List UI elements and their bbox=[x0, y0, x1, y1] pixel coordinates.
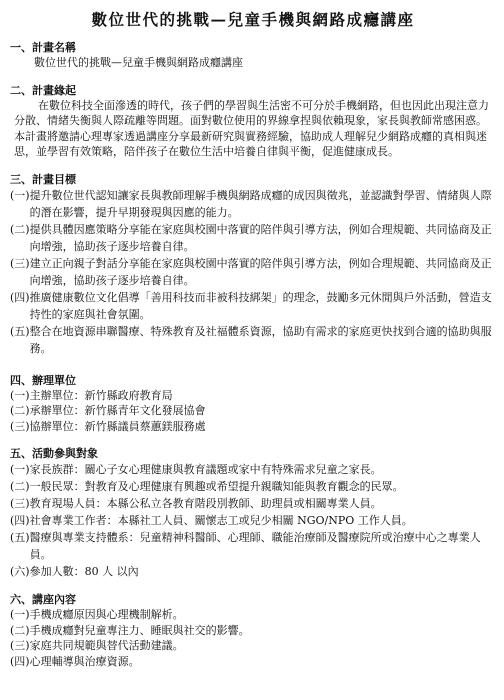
item-text: 醫療與專業支持體系：兒童精神科醫師、心理師、職能治療師及醫療院所或治療中心之專業人員。 bbox=[29, 531, 481, 561]
item-number: (四) bbox=[10, 514, 30, 527]
list-item bbox=[10, 323, 496, 357]
item-number: (六) bbox=[10, 565, 30, 578]
document-title: 數位世代的挑戰—兒童手機與網路成癮講座 bbox=[91, 10, 415, 29]
organizer-line: (二)承辦單位：新竹縣青年文化發展協會 bbox=[10, 404, 206, 417]
item-text: 參加人數：80 人 以內 bbox=[29, 565, 139, 578]
section-lecture-content bbox=[10, 592, 496, 669]
item-text: 建立正向親子對話分享能在家庭與校園中落實的陪伴與引導方法，例如合理規範、共同協商及正向增強，協助孩子逐步培養自律。 bbox=[29, 256, 492, 287]
item-number: (一) bbox=[10, 188, 30, 202]
item-text: 提升數位世代認知讓家長與教師理解手機與網路成癮的成因與徵兆，並認識對學習、情緒與人際的潛在影響，提升早期發現與因應的能力。 bbox=[29, 188, 492, 219]
section-participants bbox=[10, 446, 496, 580]
list-item bbox=[10, 289, 496, 323]
organizer-line: (一)主辦單位：新竹縣政府教育局 bbox=[10, 388, 173, 402]
content-line: (四)心理輔導與治療資源。 bbox=[10, 654, 140, 668]
list-item bbox=[10, 187, 496, 221]
section-organizers bbox=[10, 373, 496, 435]
item-number: (一) bbox=[10, 463, 30, 476]
item-number: (二) bbox=[10, 222, 30, 236]
list-item bbox=[10, 512, 496, 529]
item-text: 教育現場人員：本縣公私立各教育階段別教師、助理員或相關專業人員。 bbox=[29, 497, 382, 510]
section-heading: 六、講座內容 bbox=[10, 593, 76, 606]
item-text: 提供具體因應策略分享能在家庭與校園中落實的陪伴與引導方法，例如合理規範、共同協商及正向增強，協助孩子逐步培養自律。 bbox=[29, 222, 492, 253]
item-number: (三) bbox=[10, 497, 30, 510]
item-text: 家長族群：關心子女心理健康與教育議題或家中有特殊需求兒童之家長。 bbox=[29, 463, 382, 476]
list-item bbox=[10, 529, 496, 563]
content-line: (二)手機成癮對兒童專注力、睡眠與社交的影響。 bbox=[10, 623, 250, 637]
plan-name-text: 數位世代的挑戰—兒童手機與網路成癮講座 bbox=[34, 56, 243, 69]
list-item bbox=[10, 563, 496, 580]
list-item bbox=[10, 255, 496, 289]
list-item bbox=[10, 221, 496, 255]
item-number: (五) bbox=[10, 324, 30, 338]
item-number: (五) bbox=[10, 531, 30, 544]
section-plan-origin bbox=[10, 83, 496, 160]
list-item bbox=[10, 478, 496, 495]
item-number: (二) bbox=[10, 480, 30, 493]
section-plan-name bbox=[10, 40, 496, 71]
section-heading: 一、計畫名稱 bbox=[10, 41, 76, 54]
item-number: (三) bbox=[10, 256, 30, 270]
section-heading: 四、辦理單位 bbox=[10, 373, 76, 387]
list-item bbox=[10, 461, 496, 478]
item-text: 社會專業工作者：本縣社工人員、關懷志工或兒少相關 NGO/NPO 工作人員。 bbox=[29, 514, 413, 527]
section-heading: 三、計畫目標 bbox=[10, 172, 76, 186]
item-number: (四) bbox=[10, 290, 30, 304]
section-heading: 五、活動參與對象 bbox=[10, 447, 98, 460]
item-text: 整合在地資源串聯醫療、特殊教育及社福體系資源，協助有需求的家庭更快找到合適的協助與服務。 bbox=[29, 324, 492, 355]
section-heading: 二、計畫緣起 bbox=[10, 83, 76, 97]
section-plan-goals bbox=[10, 172, 496, 357]
item-text: 推廣健康數位文化倡導「善用科技而非被科技綁架」的理念，鼓勵多元休閒與戶外活動，營造支持性的家庭與社會氛圍。 bbox=[29, 290, 492, 321]
organizer-line: (三)協辦單位：新竹縣議員蔡蕙鎂服務處 bbox=[10, 419, 206, 433]
item-text: 一般民眾：對教育及心理健康有興趣或希望提升親職知能與教育觀念的民眾。 bbox=[29, 480, 404, 493]
content-line: (一)手機成癮原因與心理機制解析。 bbox=[10, 608, 184, 621]
list-item bbox=[10, 495, 496, 512]
content-line: (三)家庭共同規範與替代活動建議。 bbox=[10, 639, 184, 652]
origin-paragraph: 在數位科技全面滲透的時代，孩子們的學習與生活密不可分於手機網路，但也因此出現注意力分散、情緒失衡與人際疏離等問題。面對數位使用的界線拿捏與依賴現象，家長與教師常感困惑。本計畫將邀請心理專家透過講座分享最新研究與實務經驗，協助成人理解兒少網路成癮的真相與迷思，並學習有效策略，陪伴孩子在數位生活中培養自律與平衡，促進健康成長。 bbox=[14, 98, 489, 158]
